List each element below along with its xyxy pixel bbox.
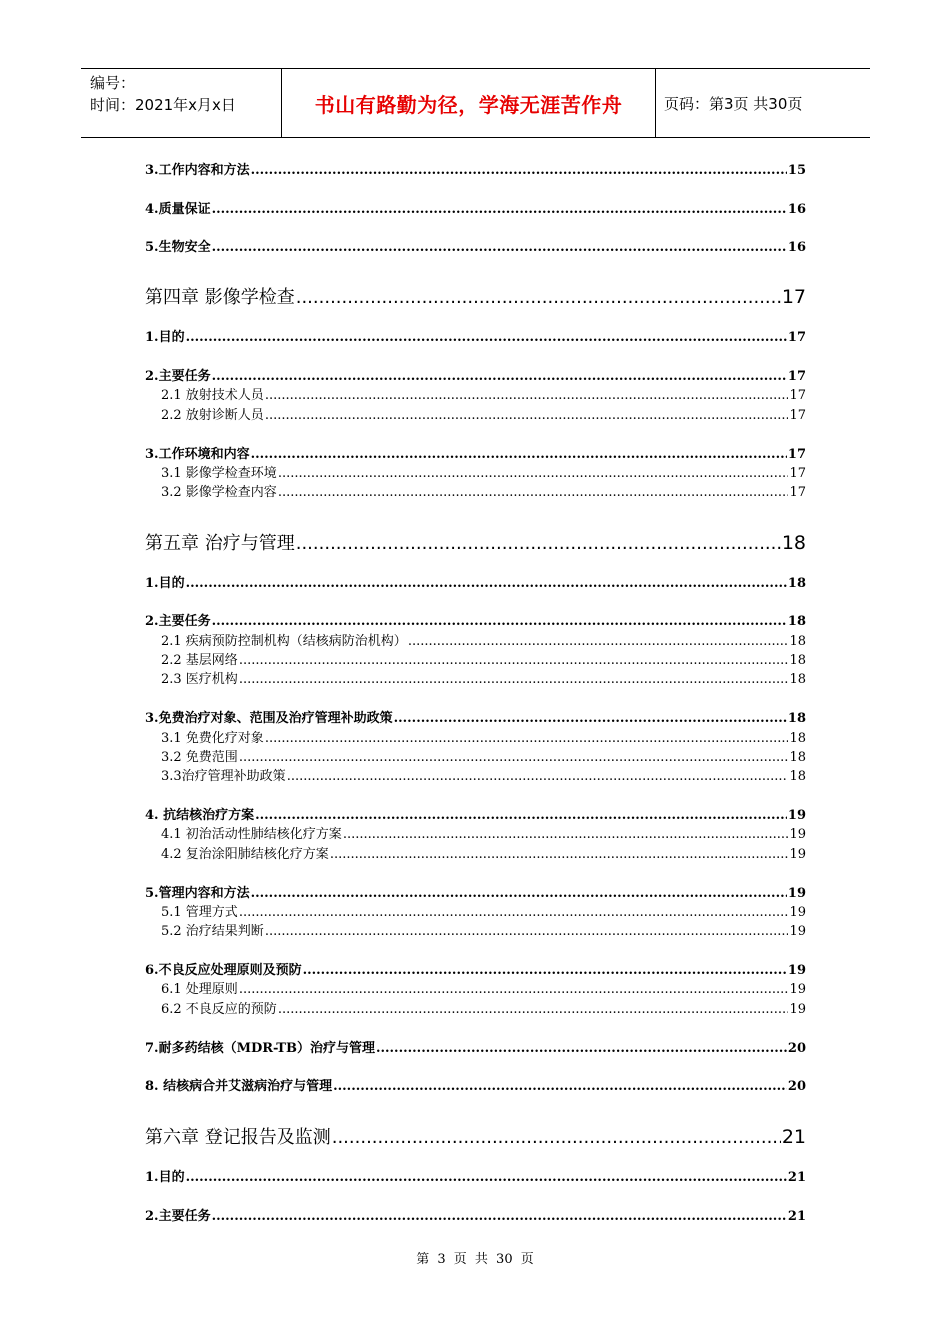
toc-leader xyxy=(343,827,789,840)
toc-title: 第六章 登记报告及监测 xyxy=(145,1127,331,1148)
toc-page: 16 xyxy=(787,240,806,255)
toc-entry[interactable] xyxy=(145,1037,806,1056)
header-page-info: 页码：第3页 共30页 xyxy=(664,94,803,113)
toc-entry[interactable] xyxy=(161,978,806,997)
toc-page: 20 xyxy=(787,1079,806,1094)
toc-title: 3.免费治疗对象、范围及治疗管理补助政策 xyxy=(145,711,393,726)
toc-title: 第四章 影像学检查 xyxy=(145,287,295,308)
toc-page: 17 xyxy=(787,330,806,345)
toc-title: 6.2 不良反应的预防 xyxy=(161,1002,277,1017)
toc-leader xyxy=(251,163,787,176)
toc-page: 19 xyxy=(789,924,806,939)
toc-page: 17 xyxy=(789,408,806,423)
toc-leader xyxy=(333,1079,787,1092)
toc-entry[interactable] xyxy=(145,959,806,978)
toc-entry[interactable] xyxy=(161,765,806,784)
toc-entry[interactable] xyxy=(145,443,806,462)
toc-title: 4.2 复治涂阳肺结核化疗方案 xyxy=(161,847,329,862)
toc-entry[interactable] xyxy=(161,481,806,500)
toc-title: 第五章 治疗与管理 xyxy=(145,533,295,554)
toc-entry[interactable] xyxy=(145,1075,806,1094)
toc-entry[interactable] xyxy=(145,198,806,217)
toc-title: 1.目的 xyxy=(145,330,185,345)
toc-title: 5.生物安全 xyxy=(145,240,211,255)
toc-page: 17 xyxy=(789,485,806,500)
toc-page: 19 xyxy=(789,905,806,920)
toc-title: 6.1 处理原则 xyxy=(161,982,238,997)
toc-page: 16 xyxy=(787,202,806,217)
toc-entry[interactable] xyxy=(145,804,806,823)
toc-leader xyxy=(278,485,789,498)
toc-leader xyxy=(186,330,787,343)
toc-title: 2.2 放射诊断人员 xyxy=(161,408,264,423)
toc-leader xyxy=(394,711,787,724)
toc-leader xyxy=(255,808,787,821)
toc-leader xyxy=(278,1002,789,1015)
toc-leader xyxy=(265,731,789,744)
toc-leader xyxy=(212,614,787,627)
toc-page: 19 xyxy=(787,886,806,901)
toc-leader xyxy=(212,369,787,382)
toc-title: 1.目的 xyxy=(145,1170,185,1185)
toc-entry[interactable] xyxy=(145,326,806,345)
toc-page: 18 xyxy=(789,672,806,687)
toc-page: 17 xyxy=(789,388,806,403)
toc-entry[interactable] xyxy=(161,843,806,862)
toc-page: 18 xyxy=(787,711,806,726)
toc-entry[interactable] xyxy=(161,462,806,481)
toc-entry[interactable] xyxy=(161,404,806,423)
toc-title: 5.管理内容和方法 xyxy=(145,886,250,901)
toc-leader xyxy=(186,1170,787,1183)
toc-chapter[interactable] xyxy=(145,1123,806,1149)
toc-chapter[interactable] xyxy=(145,529,806,555)
toc-title: 2.1 疾病预防控制机构（结核病防治机构） xyxy=(161,634,407,649)
toc-page: 15 xyxy=(787,163,806,178)
toc-entry[interactable] xyxy=(161,901,806,920)
toc-entry[interactable] xyxy=(161,823,806,842)
toc-title: 2.主要任务 xyxy=(145,614,211,629)
toc-leader xyxy=(376,1041,787,1054)
toc-entry[interactable] xyxy=(145,1166,806,1185)
toc-page: 20 xyxy=(787,1041,806,1056)
toc-title: 4. 抗结核治疗方案 xyxy=(145,808,255,823)
toc-entry[interactable] xyxy=(161,920,806,939)
toc-leader xyxy=(239,653,789,666)
toc-page: 18 xyxy=(781,532,806,554)
toc-page: 19 xyxy=(787,963,806,978)
toc-entry[interactable] xyxy=(145,610,806,629)
toc-page: 17 xyxy=(789,466,806,481)
date-label: 时间：2021年x月x日 xyxy=(90,96,236,114)
toc-title: 1.目的 xyxy=(145,576,185,591)
toc-leader xyxy=(265,408,789,421)
toc-leader xyxy=(239,982,789,995)
toc-leader xyxy=(303,963,787,976)
toc-title: 3.工作环境和内容 xyxy=(145,447,250,462)
toc-page: 21 xyxy=(781,1126,806,1148)
toc-entry[interactable] xyxy=(161,668,806,687)
toc-title: 5.2 治疗结果判断 xyxy=(161,924,264,939)
toc-leader xyxy=(239,672,789,685)
toc-leader xyxy=(186,576,787,589)
toc-title: 7.耐多药结核（MDR-TB）治疗与管理 xyxy=(145,1041,375,1056)
toc-leader xyxy=(251,447,787,460)
toc-page: 17 xyxy=(781,286,806,308)
toc-title: 3.工作内容和方法 xyxy=(145,163,250,178)
toc-title: 3.1 免费化疗对象 xyxy=(161,731,264,746)
toc-page: 21 xyxy=(787,1170,806,1185)
toc-title: 4.质量保证 xyxy=(145,202,211,217)
toc-leader xyxy=(330,847,789,860)
toc-leader xyxy=(265,388,789,401)
toc-title: 6.不良反应处理原则及预防 xyxy=(145,963,302,978)
toc-leader xyxy=(212,240,787,253)
toc-title: 2.3 医疗机构 xyxy=(161,672,238,687)
toc-leader xyxy=(239,905,789,918)
toc-page: 19 xyxy=(789,1002,806,1017)
toc-leader xyxy=(287,769,789,782)
toc-page: 18 xyxy=(789,731,806,746)
toc-entry[interactable] xyxy=(145,572,806,591)
toc-leader xyxy=(278,466,789,479)
toc-title: 8. 结核病合并艾滋病治疗与管理 xyxy=(145,1079,333,1094)
toc-title: 3.3治疗管理补助政策 xyxy=(161,769,286,784)
toc-title: 2.主要任务 xyxy=(145,369,211,384)
toc-title: 2.2 基层网络 xyxy=(161,653,238,668)
toc-title: 3.1 影像学检查环境 xyxy=(161,466,277,481)
toc-leader xyxy=(296,287,781,305)
toc-entry[interactable] xyxy=(145,236,806,255)
toc-entry[interactable] xyxy=(161,727,806,746)
toc-entry[interactable] xyxy=(161,746,806,765)
toc-leader xyxy=(212,202,787,215)
toc-title: 2.1 放射技术人员 xyxy=(161,388,264,403)
toc-page: 19 xyxy=(789,847,806,862)
toc-leader xyxy=(239,750,789,763)
toc-leader xyxy=(212,1209,787,1222)
toc-entry[interactable] xyxy=(161,649,806,668)
toc-chapter[interactable] xyxy=(145,283,806,309)
toc-entry[interactable] xyxy=(145,1205,806,1224)
toc-page: 18 xyxy=(789,653,806,668)
toc-entry[interactable] xyxy=(161,998,806,1017)
toc-entry[interactable] xyxy=(145,882,806,901)
toc-title: 3.2 影像学检查内容 xyxy=(161,485,277,500)
page-footer: 第 3 页 共 30 页 xyxy=(416,1252,534,1267)
toc-page: 18 xyxy=(787,614,806,629)
toc-entry[interactable] xyxy=(145,159,806,178)
header-motto: 书山有路勤为径，学海无涯苦作舟 xyxy=(314,92,623,117)
toc-page: 19 xyxy=(789,827,806,842)
toc-entry[interactable] xyxy=(145,707,806,726)
toc-title: 2.主要任务 xyxy=(145,1209,211,1224)
toc-page: 18 xyxy=(789,634,806,649)
toc-leader xyxy=(296,533,781,551)
toc-title: 4.1 初治活动性肺结核化疗方案 xyxy=(161,827,342,842)
toc-page: 17 xyxy=(787,369,806,384)
toc-leader xyxy=(408,634,789,647)
toc-entry[interactable] xyxy=(145,365,806,384)
toc-page: 19 xyxy=(787,808,806,823)
toc-page: 21 xyxy=(787,1209,806,1224)
toc-page: 18 xyxy=(787,576,806,591)
toc-entry[interactable] xyxy=(161,384,806,403)
toc-page: 17 xyxy=(787,447,806,462)
toc-title: 5.1 管理方式 xyxy=(161,905,238,920)
toc-leader xyxy=(265,924,789,937)
number-label: 编号： xyxy=(90,74,136,92)
toc-page: 19 xyxy=(789,982,806,997)
toc-title: 3.2 免费范围 xyxy=(161,750,238,765)
toc-page: 18 xyxy=(789,769,806,784)
toc-page: 18 xyxy=(789,750,806,765)
toc-leader xyxy=(251,886,787,899)
toc-leader xyxy=(332,1127,781,1145)
toc-entry[interactable] xyxy=(161,630,806,649)
